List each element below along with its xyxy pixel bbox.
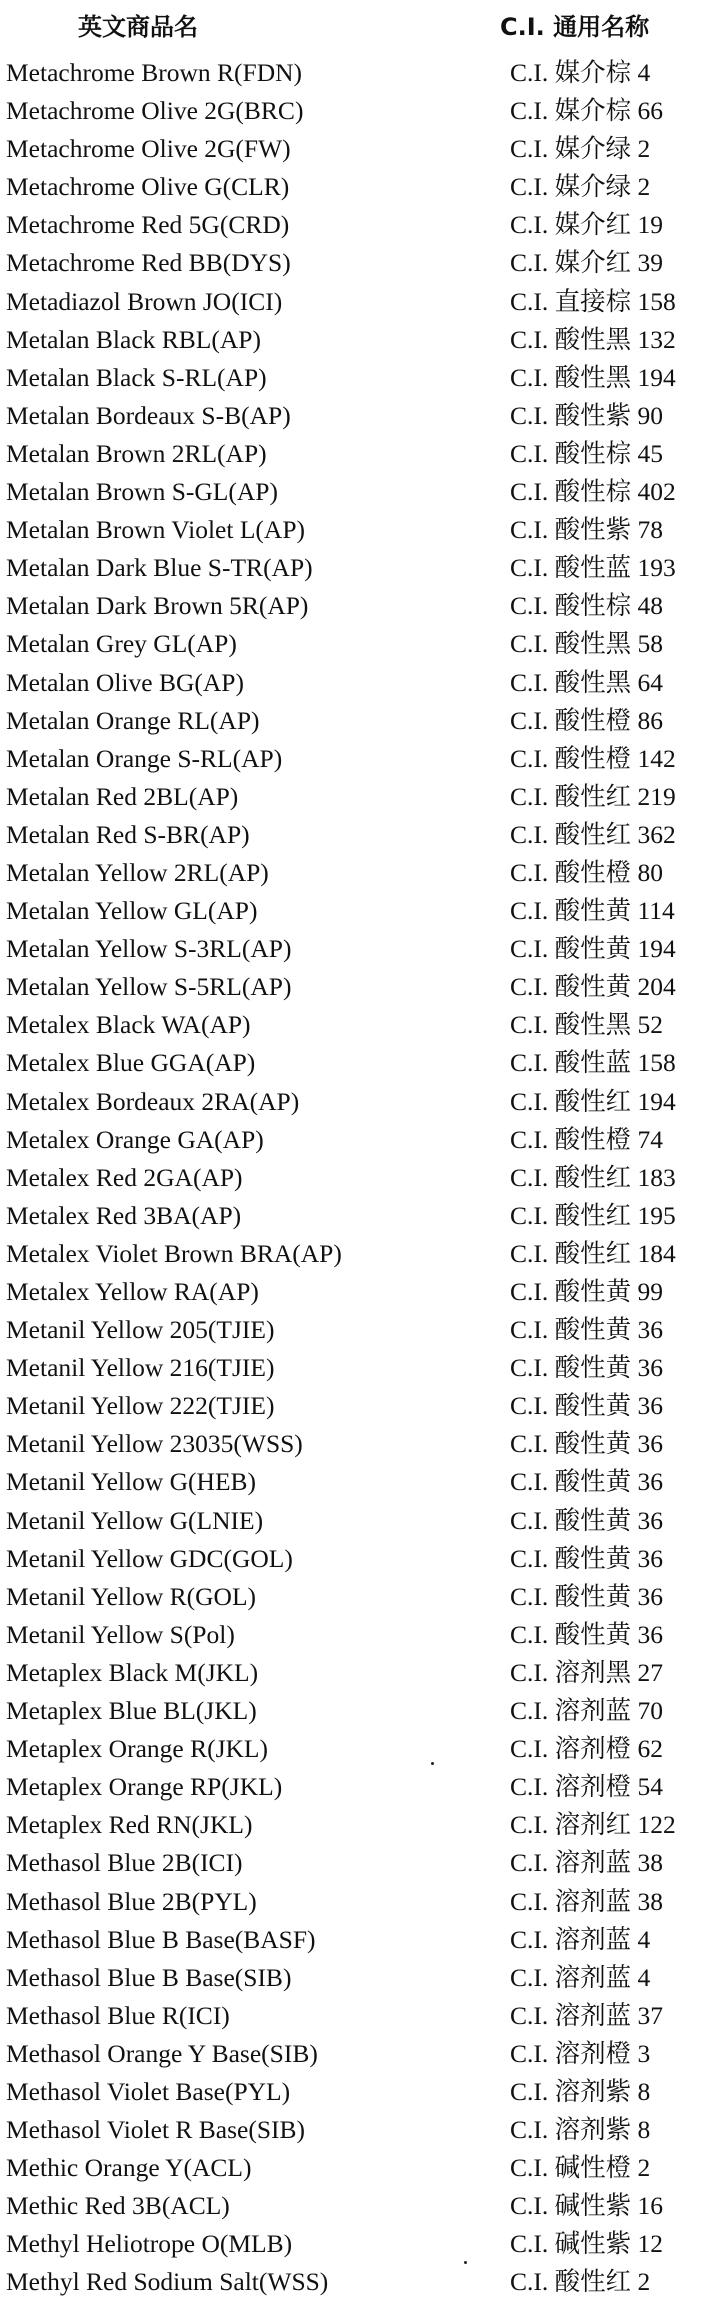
ci-generic-name: C.I. 酸性紫 90: [510, 400, 664, 430]
table-row: [0, 1044, 710, 1082]
table-row: [0, 1425, 710, 1463]
english-trade-name: Metalan Black RBL(AP): [6, 324, 261, 354]
english-trade-name: Metalan Yellow 2RL(AP): [6, 857, 269, 887]
english-trade-name: Metalex Red 3BA(AP): [6, 1200, 242, 1230]
ci-generic-name: C.I. 直接棕 158: [510, 286, 676, 316]
ci-generic-name: C.I. 酸性红 195: [510, 1200, 676, 1230]
english-trade-name: Metachrome Brown R(FDN): [6, 58, 303, 87]
table-row: [0, 1844, 710, 1882]
ci-generic-name: C.I. 酸性棕 45: [510, 438, 664, 468]
english-trade-name: Methasol Orange Y Base(SIB): [6, 2038, 318, 2068]
ci-generic-name: C.I. 溶剂紫 8: [510, 2076, 651, 2106]
ci-generic-name: C.I. 酸性黄 204: [510, 972, 676, 1002]
scan-speck: [431, 1762, 434, 1765]
english-trade-name: Metaplex Orange R(JKL): [6, 1734, 268, 1764]
english-trade-name: Metanil Yellow R(GOL): [6, 1581, 257, 1611]
english-trade-name: Metalan Dark Blue S-TR(AP): [6, 553, 313, 583]
ci-generic-name: C.I. 酸性黄 36: [510, 1315, 664, 1345]
english-trade-name: Metalex Yellow RA(AP): [6, 1277, 259, 1306]
scan-speck: [464, 2261, 467, 2264]
table-row: [0, 359, 710, 397]
table-row: [0, 1806, 710, 1844]
english-trade-name: Methasol Blue B Base(BASF): [6, 1924, 316, 1954]
ci-generic-name: C.I. 酸性橙 86: [510, 705, 664, 735]
english-trade-name: Metalex Black WA(AP): [6, 1010, 251, 1040]
ci-generic-name: C.I. 酸性紫 78: [510, 515, 664, 545]
ci-generic-name: C.I. 溶剂蓝 70: [510, 1696, 664, 1726]
ci-generic-name: C.I. 酸性黑 58: [510, 629, 664, 659]
table-row: [0, 1311, 710, 1349]
ci-generic-name: C.I. 酸性蓝 158: [510, 1048, 676, 1078]
table-row: [0, 244, 710, 282]
table-row: [0, 511, 710, 549]
table-header: [0, 10, 710, 44]
ci-generic-name: C.I. 碱性紫 12: [510, 2229, 664, 2259]
table-row: [0, 2111, 710, 2149]
english-trade-name: Metalan Olive BG(AP): [6, 667, 244, 697]
ci-generic-name: C.I. 溶剂红 122: [510, 1810, 676, 1840]
ci-generic-name: C.I. 酸性棕 402: [510, 477, 676, 507]
table-row: [0, 1883, 710, 1921]
table-row: [0, 1616, 710, 1654]
english-trade-name: Metanil Yellow GDC(GOL): [6, 1543, 293, 1573]
table-row: [0, 702, 710, 740]
ci-generic-name: C.I. 酸性橙 74: [510, 1124, 664, 1154]
ci-generic-name: C.I. 媒介绿 2: [510, 134, 651, 164]
ci-generic-name: C.I. 溶剂橙 3: [510, 2038, 651, 2068]
english-trade-name: Metalex Violet Brown BRA(AP): [6, 1238, 342, 1268]
ci-generic-name: C.I. 酸性红 362: [510, 819, 676, 849]
table-row: [0, 1083, 710, 1121]
ci-generic-name: C.I. 酸性黄 36: [510, 1467, 664, 1497]
ci-generic-name: C.I. 溶剂蓝 38: [510, 1848, 664, 1878]
table-row: [0, 1197, 710, 1235]
table-row: [0, 130, 710, 168]
english-trade-name: Metalex Orange GA(AP): [6, 1124, 264, 1154]
ci-generic-name: C.I. 酸性黄 36: [510, 1391, 664, 1421]
table-row: [0, 549, 710, 587]
table-row: [0, 1121, 710, 1159]
table-row: [0, 2149, 710, 2187]
ci-generic-name: C.I. 酸性黑 132: [510, 324, 676, 354]
table-row: [0, 2073, 710, 2111]
english-trade-name: Metalan Brown Violet L(AP): [6, 515, 305, 545]
english-trade-name: Metaplex Red RN(JKL): [6, 1810, 253, 1840]
english-trade-name: Metalan Bordeaux S-B(AP): [6, 400, 291, 430]
table-row: [0, 1349, 710, 1387]
ci-generic-name: C.I. 溶剂黑 27: [510, 1657, 664, 1687]
english-trade-name: Metalan Black S-RL(AP): [6, 362, 267, 392]
ci-generic-name: C.I. 碱性橙 2: [510, 2153, 651, 2183]
ci-generic-name: C.I. 碱性紫 16: [510, 2191, 664, 2221]
ci-generic-name: C.I. 酸性红 219: [510, 781, 676, 811]
ci-generic-name: C.I. 酸性黑 64: [510, 667, 664, 697]
table-row: [0, 1502, 710, 1540]
table-row: [0, 1959, 710, 1997]
table-row: [0, 740, 710, 778]
ci-generic-name: C.I. 酸性红 183: [510, 1162, 676, 1192]
ci-generic-name: C.I. 酸性黄 36: [510, 1581, 664, 1611]
ci-generic-name: C.I. 溶剂蓝 4: [510, 1924, 651, 1954]
table-row: [0, 625, 710, 663]
english-trade-name: Methyl Heliotrope O(MLB): [6, 2229, 293, 2259]
ci-generic-name: C.I. 酸性橙 142: [510, 743, 676, 773]
english-trade-name: Metachrome Olive G(CLR): [6, 172, 290, 202]
table-row: [0, 1692, 710, 1730]
table-row: [0, 664, 710, 702]
table-row: [0, 778, 710, 816]
ci-generic-name: C.I. 酸性蓝 193: [510, 553, 676, 583]
ci-generic-name: C.I. 酸性黄 99: [510, 1277, 664, 1306]
table-row: [0, 1578, 710, 1616]
table-row: [0, 92, 710, 130]
ci-generic-name: C.I. 酸性黑 194: [510, 362, 676, 392]
table-row: [0, 1997, 710, 2035]
english-trade-name: Metachrome Olive 2G(BRC): [6, 96, 304, 126]
table-row: [0, 1159, 710, 1197]
table-row: [0, 1273, 710, 1311]
table-row: [0, 1768, 710, 1806]
ci-generic-name: C.I. 酸性棕 48: [510, 591, 664, 621]
table-row: [0, 2035, 710, 2073]
ci-generic-name: C.I. 酸性黄 36: [510, 1619, 664, 1649]
english-trade-name: Metanil Yellow 216(TJIE): [6, 1353, 275, 1383]
ci-generic-name: C.I. 酸性黄 36: [510, 1505, 664, 1535]
ci-generic-name: C.I. 酸性红 194: [510, 1086, 676, 1116]
table-row: [0, 473, 710, 511]
ci-generic-name: C.I. 溶剂紫 8: [510, 2115, 651, 2145]
table-row: [0, 1387, 710, 1425]
english-trade-name: Metalan Brown S-GL(AP): [6, 477, 278, 507]
table-row: [0, 968, 710, 1006]
table-row: [0, 854, 710, 892]
english-trade-name: Methyl Red Sodium Salt(WSS): [6, 2267, 329, 2297]
english-trade-name: Metalan Dark Brown 5R(AP): [6, 591, 309, 621]
english-trade-name: Metaplex Orange RP(JKL): [6, 1772, 283, 1802]
table-row: [0, 1463, 710, 1501]
ci-generic-name: C.I. 媒介红 39: [510, 248, 664, 278]
table-body: [0, 54, 710, 2302]
english-trade-name: Metadiazol Brown JO(ICI): [6, 286, 283, 316]
english-trade-name: Methasol Blue 2B(PYL): [6, 1886, 257, 1916]
table-row: [0, 2187, 710, 2225]
english-trade-name: Methasol Blue 2B(ICI): [6, 1848, 243, 1878]
table-row: [0, 587, 710, 625]
table-row: [0, 321, 710, 359]
ci-generic-name: C.I. 溶剂蓝 4: [510, 1962, 651, 1992]
english-trade-name: Metalan Red 2BL(AP): [6, 781, 239, 811]
english-trade-name: Metalan Brown 2RL(AP): [6, 438, 267, 468]
ci-generic-name: C.I. 酸性红 2: [510, 2267, 651, 2297]
table-row: [0, 283, 710, 321]
ci-generic-name: C.I. 酸性黄 36: [510, 1353, 664, 1383]
english-trade-name: Metanil Yellow G(HEB): [6, 1467, 257, 1497]
column-header-english-name: 英文商品名: [78, 13, 198, 41]
english-trade-name: Metalan Yellow GL(AP): [6, 896, 258, 926]
ci-generic-name: C.I. 酸性黄 114: [510, 896, 675, 926]
ci-generic-name: C.I. 媒介绿 2: [510, 172, 651, 202]
english-trade-name: Metanil Yellow S(Pol): [6, 1619, 235, 1649]
english-trade-name: Metaplex Black M(JKL): [6, 1657, 259, 1687]
ci-generic-name: C.I. 媒介红 19: [510, 210, 664, 240]
english-trade-name: Metanil Yellow 205(TJIE): [6, 1315, 275, 1345]
table-row: [0, 206, 710, 244]
table-row: [0, 435, 710, 473]
english-trade-name: Methasol Blue B Base(SIB): [6, 1962, 292, 1992]
table-row: [0, 1540, 710, 1578]
english-trade-name: Methasol Violet R Base(SIB): [6, 2115, 306, 2145]
english-trade-name: Metanil Yellow 23035(WSS): [6, 1429, 303, 1459]
table-row: [0, 2225, 710, 2263]
column-header-ci-name: C.I. 通用名称: [500, 13, 650, 41]
english-trade-name: Metanil Yellow G(LNIE): [6, 1505, 264, 1535]
ci-generic-name: C.I. 溶剂橙 62: [510, 1734, 664, 1764]
table-row: [0, 2263, 710, 2301]
table-row: [0, 54, 710, 92]
english-trade-name: Metachrome Red BB(DYS): [6, 248, 291, 278]
english-trade-name: Metalex Red 2GA(AP): [6, 1162, 243, 1192]
table-row: [0, 1235, 710, 1273]
english-trade-name: Metanil Yellow 222(TJIE): [6, 1391, 275, 1421]
ci-generic-name: C.I. 酸性黄 36: [510, 1429, 664, 1459]
english-trade-name: Methic Orange Y(ACL): [6, 2153, 252, 2183]
table-row: [0, 1921, 710, 1959]
ci-generic-name: C.I. 溶剂蓝 37: [510, 2000, 664, 2030]
english-trade-name: Metaplex Blue BL(JKL): [6, 1696, 257, 1726]
english-trade-name: Metachrome Red 5G(CRD): [6, 210, 290, 240]
english-trade-name: Metachrome Olive 2G(FW): [6, 134, 291, 164]
table-row: [0, 1730, 710, 1768]
english-trade-name: Metalan Red S-BR(AP): [6, 819, 250, 849]
table-row: [0, 1006, 710, 1044]
english-trade-name: Methasol Blue R(ICI): [6, 2000, 230, 2030]
english-trade-name: Metalex Bordeaux 2RA(AP): [6, 1086, 300, 1116]
table-row: [0, 892, 710, 930]
english-trade-name: Metalan Orange S-RL(AP): [6, 743, 283, 773]
english-trade-name: Metalan Yellow S-3RL(AP): [6, 934, 292, 964]
table-row: [0, 168, 710, 206]
table-row: [0, 1654, 710, 1692]
ci-generic-name: C.I. 酸性黄 36: [510, 1543, 664, 1573]
english-trade-name: Methasol Violet Base(PYL): [6, 2076, 291, 2106]
table-row: [0, 397, 710, 435]
ci-generic-name: C.I. 媒介棕 66: [510, 96, 664, 126]
ci-generic-name: C.I. 媒介棕 4: [510, 58, 651, 87]
english-trade-name: Methic Red 3B(ACL): [6, 2191, 230, 2221]
english-trade-name: Metalex Blue GGA(AP): [6, 1048, 256, 1078]
english-trade-name: Metalan Yellow S-5RL(AP): [6, 972, 292, 1002]
ci-generic-name: C.I. 溶剂橙 54: [510, 1772, 664, 1802]
ci-generic-name: C.I. 溶剂蓝 38: [510, 1886, 664, 1916]
ci-generic-name: C.I. 酸性黑 52: [510, 1010, 664, 1040]
ci-generic-name: C.I. 酸性橙 80: [510, 857, 664, 887]
ci-generic-name: C.I. 酸性黄 194: [510, 934, 676, 964]
table-row: [0, 816, 710, 854]
table-row: [0, 930, 710, 968]
ci-generic-name: C.I. 酸性红 184: [510, 1238, 676, 1268]
english-trade-name: Metalan Orange RL(AP): [6, 705, 260, 735]
english-trade-name: Metalan Grey GL(AP): [6, 629, 237, 659]
